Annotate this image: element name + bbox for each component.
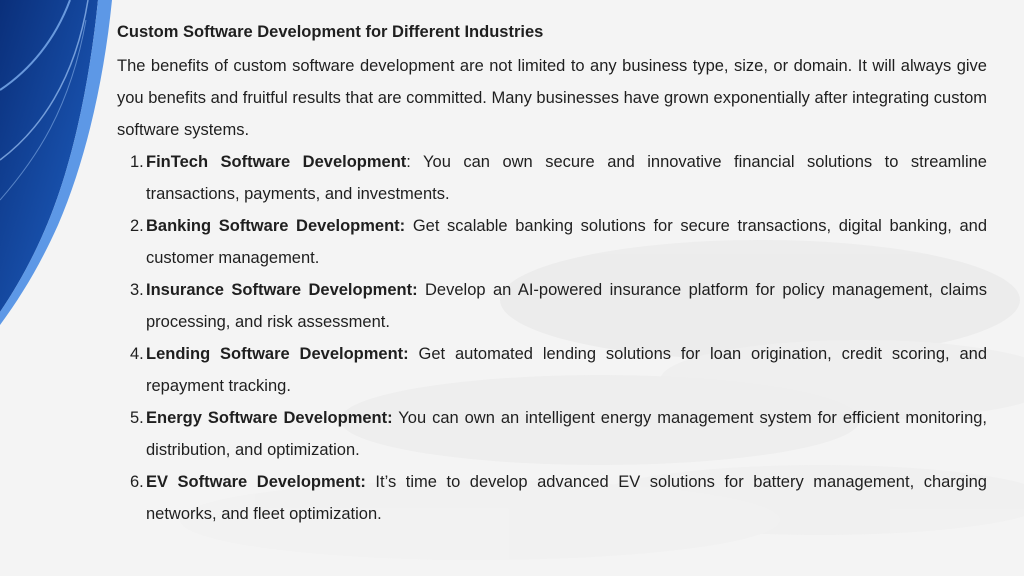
list-item <box>117 402 987 466</box>
industry-list <box>117 146 987 530</box>
page-title: Custom Software Development for Different Industries <box>117 23 544 41</box>
list-text: : You can own secure and innovative financial solutions to streamline transactions, payments, and investments. <box>146 153 987 203</box>
list-text: You can own an intelligent energy management system for efficient monitoring, distribution, and optimization. <box>146 409 988 459</box>
intro-paragraph: The benefits of custom software development are not limited to any business type, size, or domain. It will always give you benefits and fruitful results that are committed. Many businesses have grown exponentially after integrating custom software systems. <box>117 57 987 139</box>
list-term: FinTech Software Development <box>146 153 407 171</box>
list-text: Develop an AI-powered insurance platform for policy management, claims processing, and risk assessment. <box>146 281 987 331</box>
list-term: Energy Software Development: <box>146 409 393 427</box>
list-term: Insurance Software Development: <box>146 281 418 299</box>
list-number: 4. <box>130 345 144 363</box>
list-text: It’s time to develop advanced EV solutions for battery management, charging networks, and fleet optimization. <box>146 473 987 523</box>
list-term: Banking Software Development: <box>146 217 406 235</box>
list-item <box>117 274 987 338</box>
list-number: 5. <box>130 409 144 427</box>
content-area <box>117 18 987 530</box>
list-item <box>117 146 987 210</box>
list-item <box>117 466 987 530</box>
list-number: 1. <box>130 153 144 171</box>
list-text: Get automated lending solutions for loan origination, credit scoring, and repayment tracking. <box>146 345 987 395</box>
list-text: Get scalable banking solutions for secure transactions, digital banking, and customer management. <box>146 217 988 267</box>
list-term: Lending Software Development: <box>146 345 409 363</box>
list-term: EV Software Development: <box>146 473 366 491</box>
list-number: 2. <box>130 217 144 235</box>
list-number: 6. <box>130 473 144 491</box>
list-item <box>117 338 987 402</box>
list-number: 3. <box>130 281 144 299</box>
list-item <box>117 210 987 274</box>
